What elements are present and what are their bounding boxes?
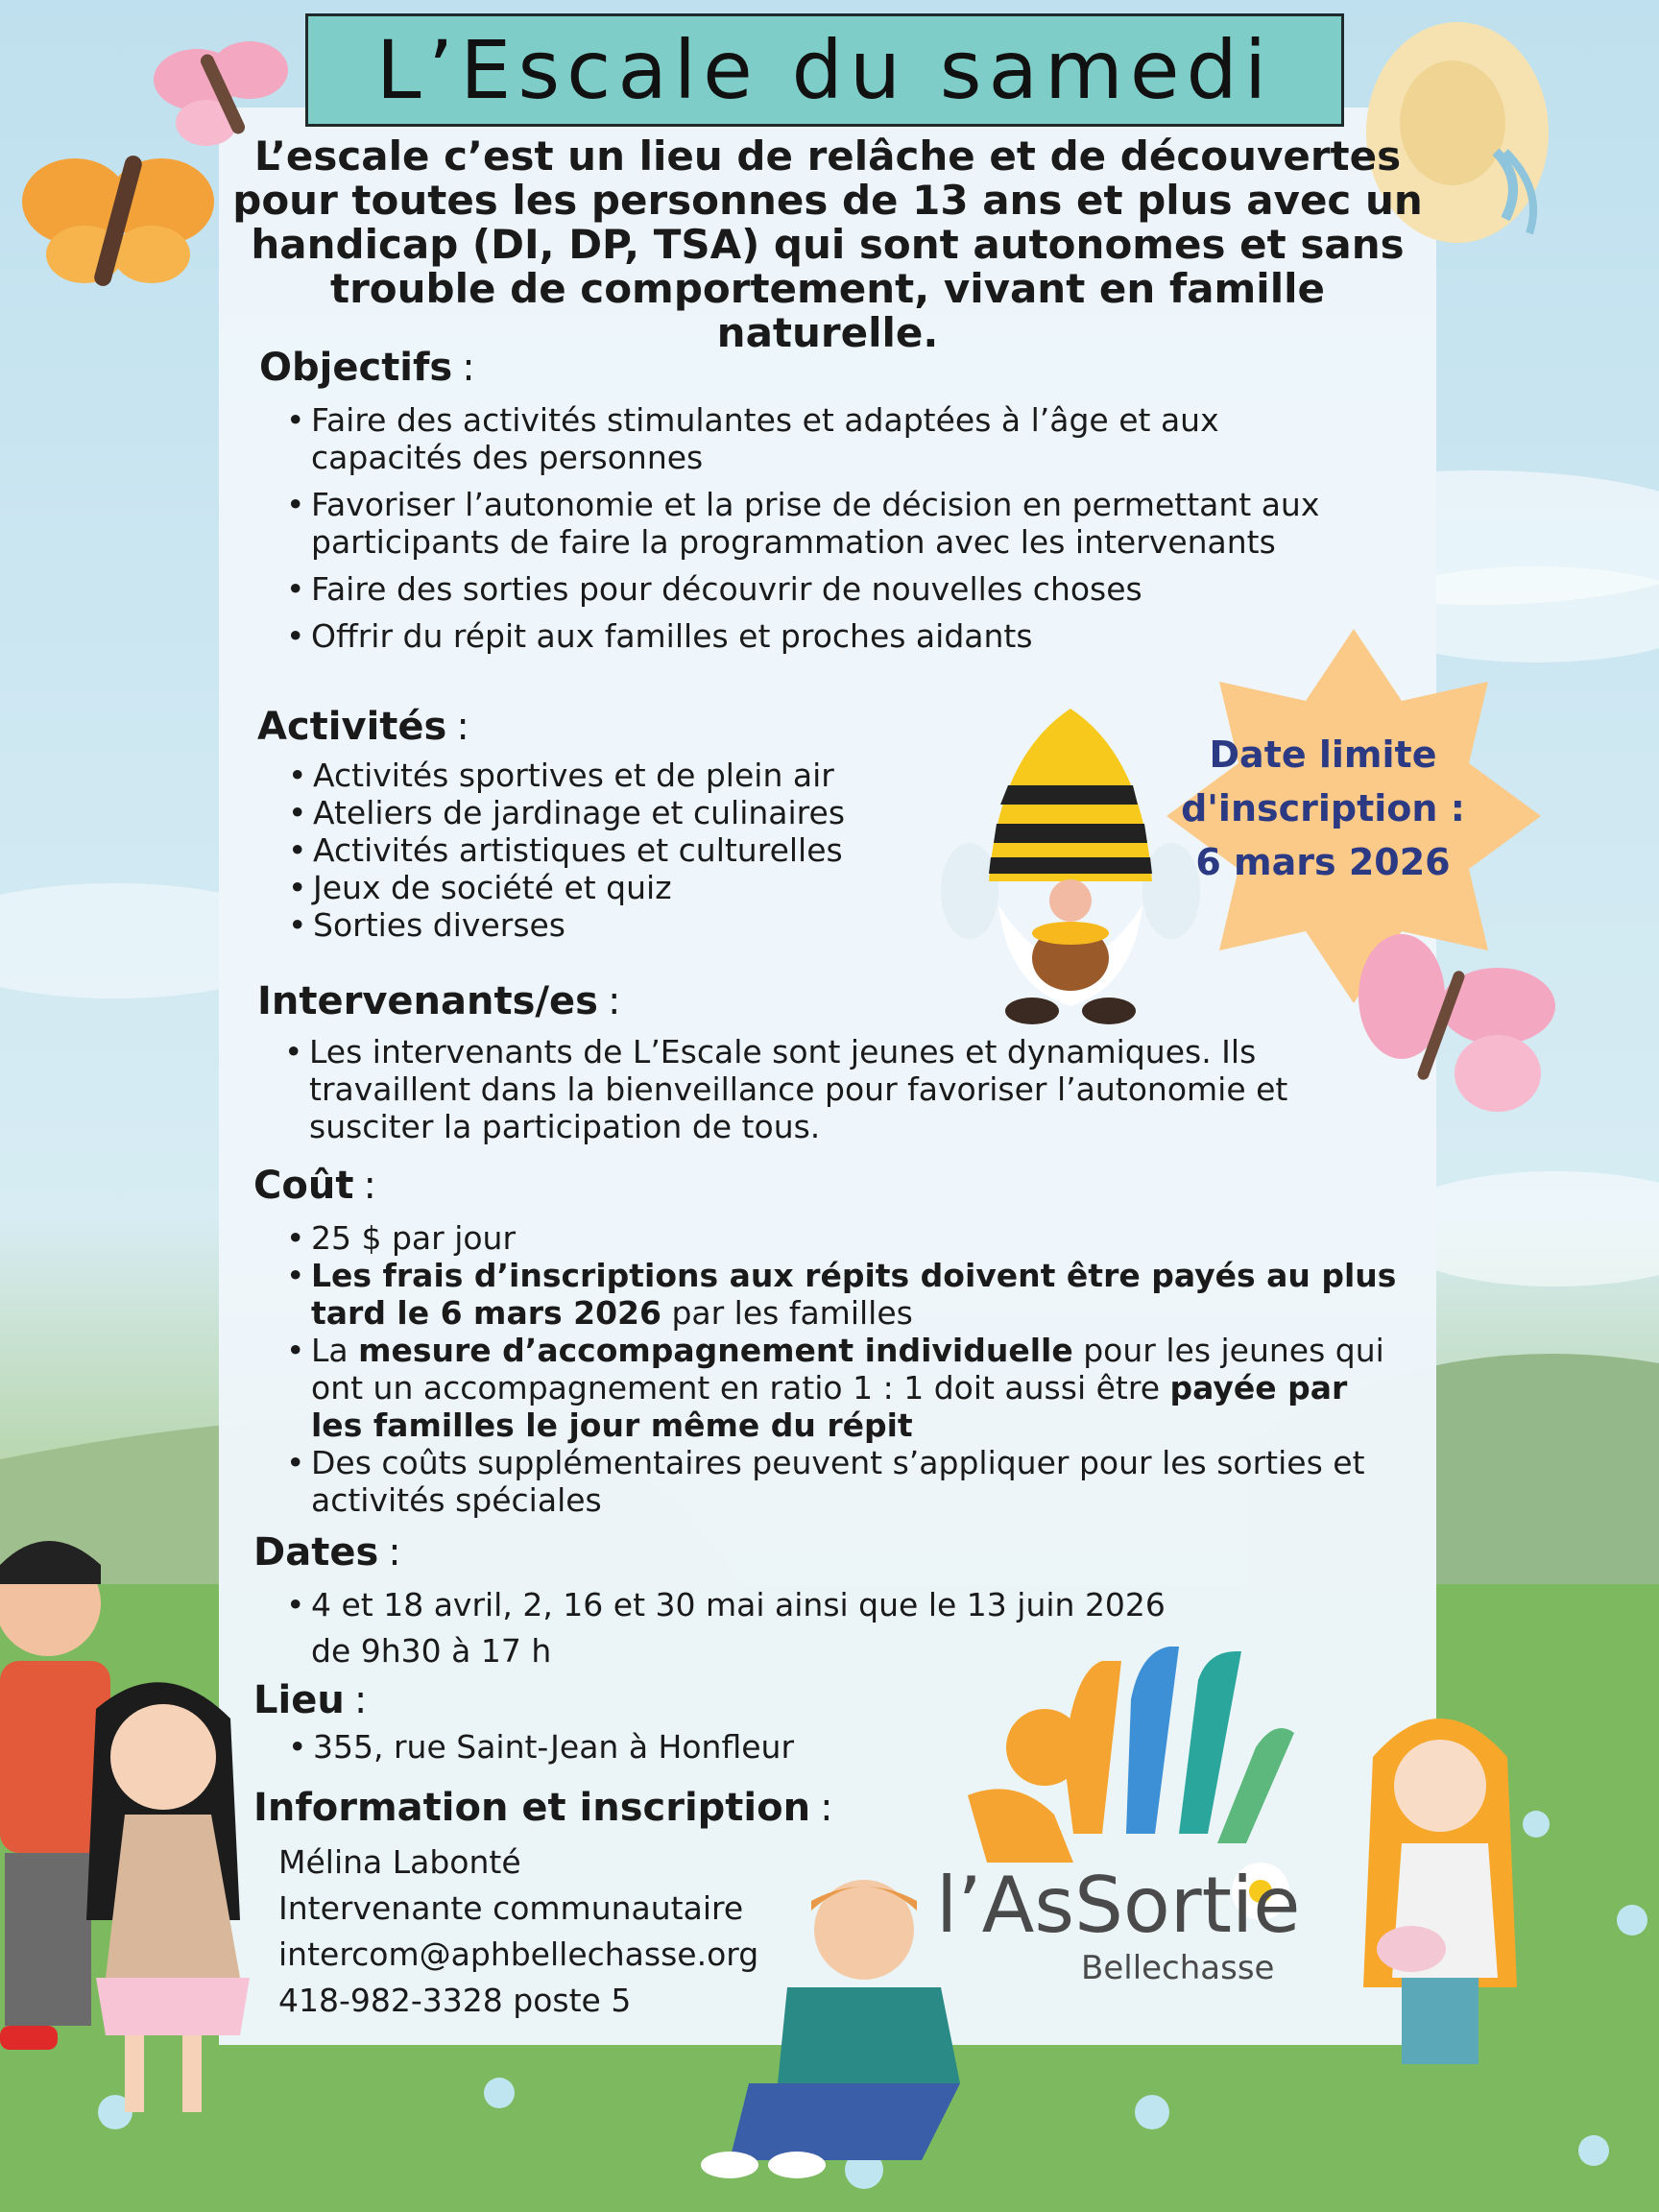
list-item: • Ateliers de jardinage et culinaires	[288, 794, 941, 831]
contact-email[interactable]: intercom@aphbellechasse.org	[278, 1936, 759, 1973]
pink-butterfly-right-icon	[1354, 929, 1555, 1121]
information-heading-text: Information et inscription	[253, 1786, 811, 1830]
list-item	[286, 1257, 1400, 1332]
cout-mesure-bold: mesure d’accompagnement individuelle	[358, 1332, 1073, 1369]
dates-colon: :	[388, 1530, 401, 1575]
lieu-heading	[253, 1678, 367, 1722]
orange-butterfly-icon	[17, 134, 219, 298]
contact-block	[278, 1839, 758, 2024]
list-item: • Sorties diverses	[288, 906, 941, 944]
dates-heading	[253, 1530, 401, 1575]
logo-subtitle: Bellechasse	[1081, 1949, 1275, 1987]
logo-name: l’AsSortie	[936, 1861, 1301, 1950]
objectifs-heading-text: Objectifs	[259, 346, 453, 390]
cout-mesure-bold-2: payée par les familles le jour même du répit	[311, 1369, 1348, 1444]
lieu-colon: :	[353, 1678, 368, 1722]
badge-line-1: Date limite	[1209, 733, 1437, 776]
activites-colon: :	[456, 705, 469, 749]
bee-gnome-illustration	[941, 699, 1200, 1025]
cout-colon: :	[363, 1164, 376, 1208]
intervenants-heading-text: Intervenants/es	[257, 979, 598, 1023]
intervenants-list	[284, 1033, 1359, 1145]
list-item	[286, 1582, 1361, 1674]
contact-phone[interactable]: 418-982-3328 poste 5	[278, 1982, 632, 2019]
contact-role: Intervenante communautaire	[278, 1889, 744, 1927]
cout-mesure-pre: La	[311, 1332, 359, 1369]
list-item	[286, 1332, 1400, 1444]
girl-blonde-illustration	[1344, 1699, 1536, 2103]
information-colon: :	[820, 1786, 833, 1830]
dates-list	[286, 1582, 1361, 1674]
dates-line-2: de 9h30 à 17 h	[311, 1632, 552, 1670]
list-item	[286, 1444, 1400, 1519]
girl-dark-hair-illustration	[58, 1671, 259, 2131]
list-item: • Les intervenants de L’Escale sont jeunes et dynamiques. Ils travaillent dans la bienveillance pour favoriser l’autonomie et susciter la participation de tous.	[284, 1033, 1359, 1145]
cout-heading	[253, 1164, 376, 1208]
cout-deadline-rest: par les familles	[661, 1294, 913, 1332]
list-item: • Favoriser l’autonomie et la prise de décision en permettant aux participants de faire la programmation avec les intervenants	[286, 486, 1342, 561]
objectifs-colon: :	[462, 346, 475, 390]
lieu-heading-text: Lieu	[253, 1678, 345, 1722]
list-item: • Faire des activités stimulantes et adaptées à l’âge et aux capacités des personnes	[286, 401, 1342, 476]
dates-line-1: 4 et 18 avril, 2, 16 et 30 mai ainsi que le 13 juin 2026	[311, 1586, 1166, 1623]
badge-line-2: d'inscription :	[1181, 787, 1465, 830]
title-banner	[305, 13, 1344, 127]
information-heading	[253, 1786, 833, 1830]
list-item: • Jeux de société et quiz	[288, 869, 941, 906]
list-item: • 355, rue Saint-Jean à Honfleur	[288, 1728, 1152, 1766]
cout-deadline-bold: Les frais d’inscriptions aux répits doivent être payés au plus tard le 6 mars 2026	[311, 1257, 1397, 1332]
cout-mesure-mid: pour les jeunes qui ont un accompagnement en ratio 1 : 1 doit aussi être	[311, 1332, 1384, 1407]
cout-heading-text: Coût	[253, 1164, 354, 1208]
activites-heading-text: Activités	[257, 705, 447, 749]
cout-extra: Des coûts supplémentaires peuvent s’appliquer pour les sorties et activités spéciales	[311, 1444, 1365, 1519]
badge-line-3: 6 mars 2026	[1195, 841, 1451, 883]
contact-name: Mélina Labonté	[278, 1843, 521, 1881]
activites-heading	[257, 705, 469, 749]
intro-paragraph: L’escale c’est un lieu de relâche et de découvertes pour toutes les personnes de 13 ans et plus avec un handicap (DI, DP, TSA) qui sont autonomes et sans trouble de comportement, vivant en famille naturelle.	[232, 132, 1423, 356]
activites-list	[288, 757, 941, 944]
objectifs-heading	[259, 346, 475, 390]
list-item: • Offrir du répit aux familles et proches aidants	[286, 617, 1342, 655]
lieu-list	[288, 1728, 1152, 1766]
intervenants-heading	[257, 979, 620, 1023]
cout-price: 25 $ par jour	[311, 1219, 517, 1257]
list-item	[286, 1219, 1400, 1257]
list-item: • Activités artistiques et culturelles	[288, 831, 941, 869]
registration-deadline-badge	[1179, 728, 1467, 889]
cout-list	[286, 1219, 1400, 1519]
dates-heading-text: Dates	[253, 1530, 379, 1575]
list-item: • Activités sportives et de plein air	[288, 757, 941, 794]
intervenants-colon: :	[607, 979, 621, 1023]
page-title: L’Escale du samedi	[375, 23, 1274, 117]
objectifs-list	[286, 401, 1342, 655]
list-item: • Faire des sorties pour découvrir de nouvelles choses	[286, 570, 1342, 608]
